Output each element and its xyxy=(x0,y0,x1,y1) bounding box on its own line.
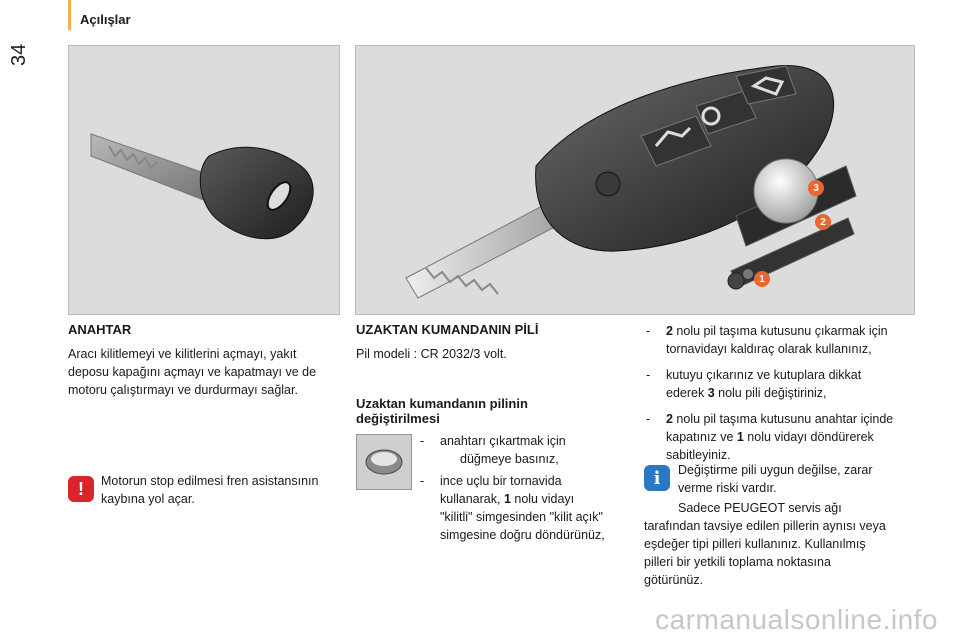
step-line: simgesine doğru döndürünüz, xyxy=(440,528,605,542)
callout-1: 1 xyxy=(754,271,770,287)
step-line: kutuyu çıkarınız ve kutuplara dikkat xyxy=(666,368,862,382)
subheading-line: değiştirilmesi xyxy=(356,411,440,426)
step-dash: - xyxy=(646,368,651,382)
step-number: 2 xyxy=(666,412,673,426)
recycle-line: götürünüz. xyxy=(644,573,704,587)
callout-2: 2 xyxy=(815,214,831,230)
exclamation-icon: ! xyxy=(68,476,94,502)
step-number: 3 xyxy=(707,386,715,400)
remote-drawing xyxy=(356,46,914,314)
battery-steps-list xyxy=(420,432,620,544)
step-text: nolu vidayı xyxy=(510,492,575,506)
step-dash: - xyxy=(646,324,651,338)
step-item xyxy=(646,366,926,402)
step-number: 1 xyxy=(736,430,744,444)
step-number: 1 xyxy=(503,492,511,506)
step-dash: - xyxy=(646,412,651,426)
step-text: nolu pili değiştiriniz, xyxy=(714,386,827,400)
step-dash: - xyxy=(420,434,425,448)
section-title: Açılışlar xyxy=(80,12,131,27)
battery-heading: UZAKTAN KUMANDANIN PİLİ xyxy=(356,322,539,337)
recycle-line: pilleri bir yetkili toplama noktasına xyxy=(644,555,831,569)
step-line: sabitleyiniz. xyxy=(666,448,731,462)
step-item xyxy=(646,322,926,358)
info-icon: i xyxy=(644,465,670,491)
key-heading: ANAHTAR xyxy=(68,322,132,337)
battery-steps-continued xyxy=(646,322,926,464)
header-accent-bar xyxy=(68,0,71,30)
remote-illustration xyxy=(355,45,915,315)
step-line: düğmeye basınız, xyxy=(460,452,559,466)
step-text: nolu pil taşıma kutusunu çıkarmak için xyxy=(672,324,888,338)
recycle-line: eşdeğer tipi pilleri kullanınız. Kullanılmış xyxy=(644,537,866,551)
release-button-photo xyxy=(356,434,412,490)
step-line: tornavidayı kaldıraç olarak kullanınız, xyxy=(666,342,872,356)
battery-model: Pil modeli : CR 2032/3 volt. xyxy=(356,347,507,361)
step-text: nolu pil taşıma kutusunu anahtar içinde xyxy=(672,412,894,426)
key-drawing xyxy=(69,46,339,314)
watermark: carmanualsonline.info xyxy=(655,604,938,635)
step-text: kapatınız ve xyxy=(666,430,737,444)
key-description-line: deposu kapağını açmayı ve kapatmayı ve de xyxy=(68,365,317,379)
warning-line: Motorun stop edilmesi fren asistansının xyxy=(101,474,319,488)
key-description xyxy=(68,345,348,399)
step-line: "kilitli" simgesinden "kilit açık" xyxy=(440,510,603,524)
step-item xyxy=(646,410,926,464)
step-number: 2 xyxy=(666,324,673,338)
subheading-line: Uzaktan kumandanın pilinin xyxy=(356,396,528,411)
step-text: ederek xyxy=(666,386,708,400)
key-description-line: motoru çalıştırmayı ve durdurmayı sağlar. xyxy=(68,383,298,397)
key-illustration xyxy=(68,45,340,315)
step-dash: - xyxy=(420,474,425,488)
step-line: ince uçlu bir tornavida xyxy=(440,474,562,488)
warning-note xyxy=(101,472,346,508)
recycle-line: tarafından tavsiye edilen pillerin aynısı veya xyxy=(644,519,886,533)
battery-replacement-subheading xyxy=(356,396,528,426)
step-text: kullanarak, xyxy=(440,492,504,506)
warning-line: kaybına yol açar. xyxy=(101,492,195,506)
recycle-line: Sadece PEUGEOT servis ağı xyxy=(678,501,842,515)
info-note xyxy=(678,461,928,497)
info-line: verme riski vardır. xyxy=(678,481,777,495)
step-item xyxy=(420,432,620,468)
recycle-note xyxy=(644,499,934,589)
callout-3: 3 xyxy=(808,180,824,196)
page-number: 34 xyxy=(8,43,30,66)
release-button-drawing xyxy=(357,435,411,489)
step-line: anahtarı çıkartmak için xyxy=(440,434,566,448)
step-text: nolu vidayı döndürerek xyxy=(743,430,874,444)
step-item xyxy=(420,472,620,544)
info-line: Değiştirme pili uygun değilse, zarar xyxy=(678,463,873,477)
key-description-line: Aracı kilitlemeyi ve kilitlerini açmayı, yakıt xyxy=(68,347,297,361)
